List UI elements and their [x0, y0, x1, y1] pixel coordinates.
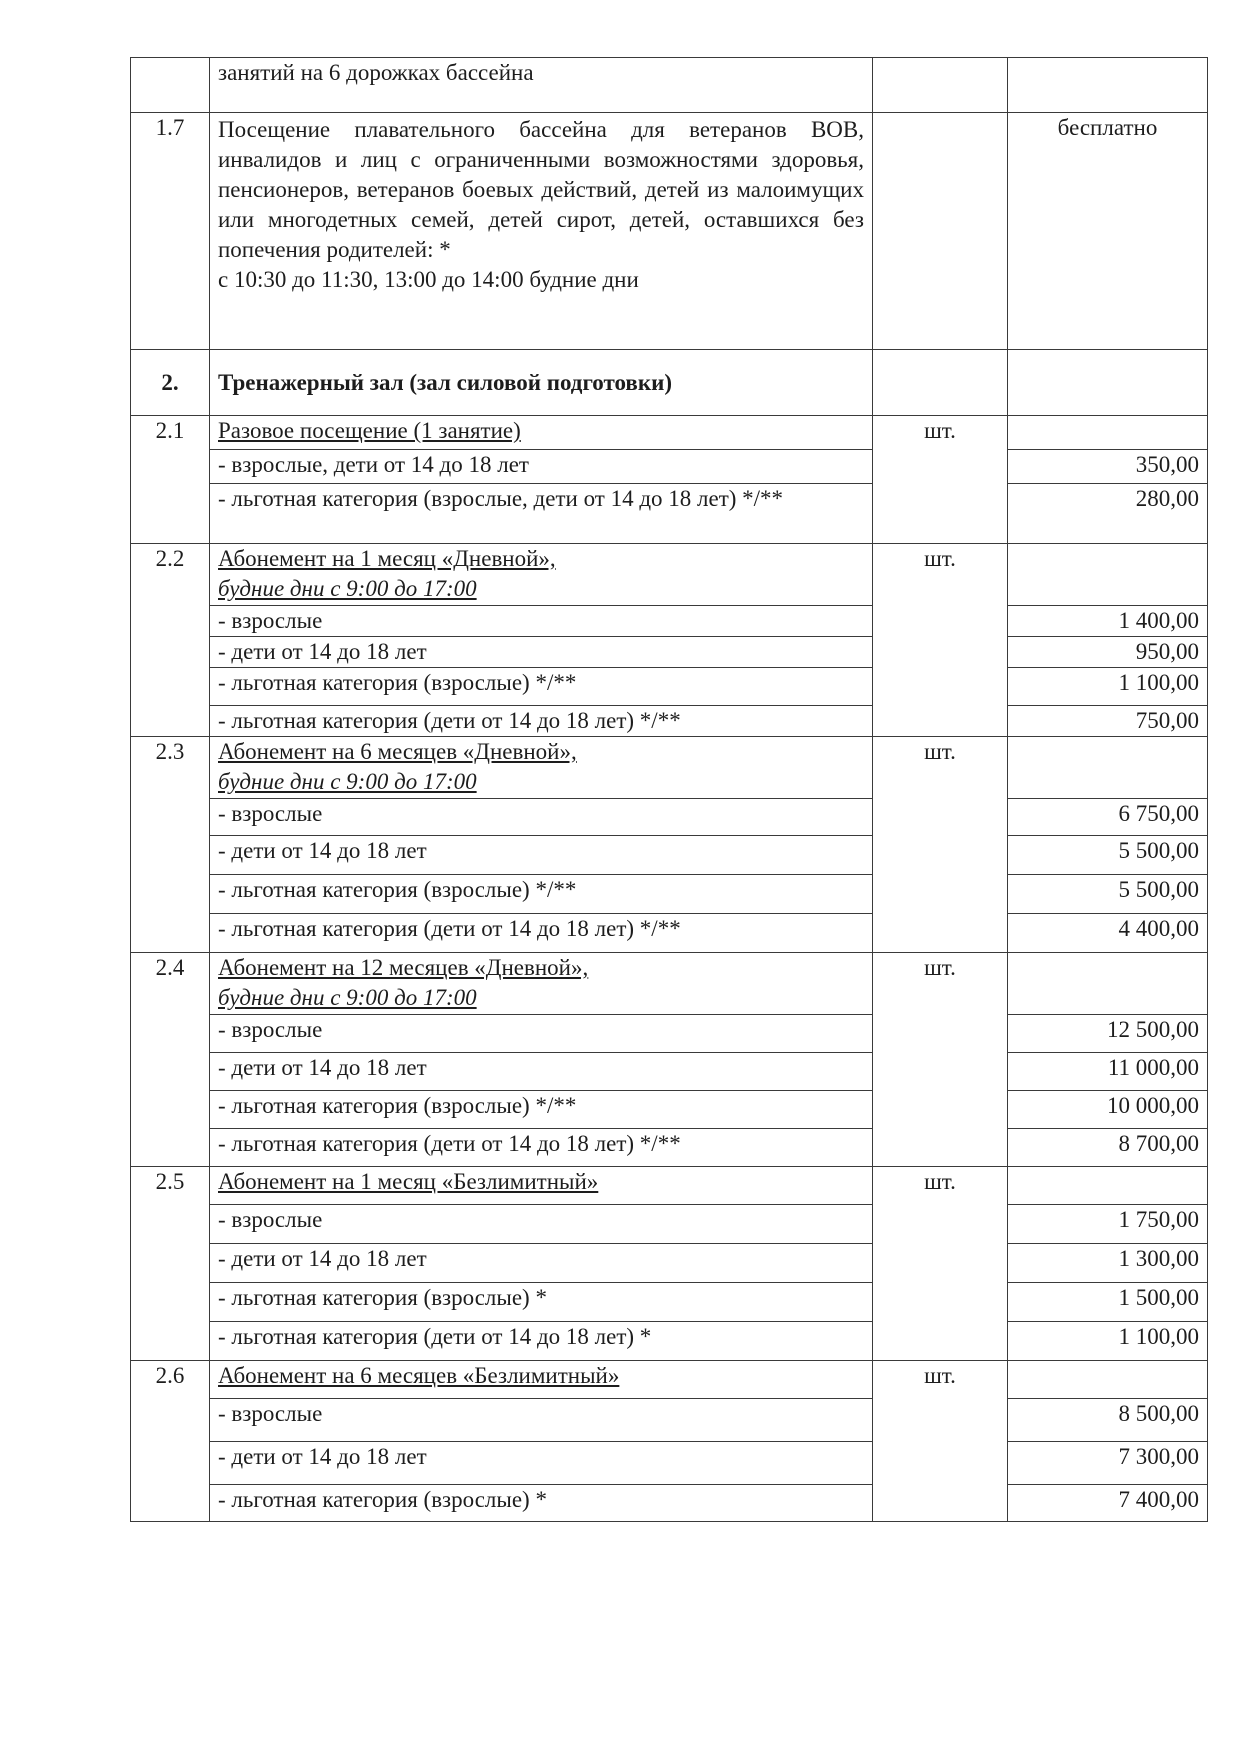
item-label: - дети от 14 до 18 лет — [210, 637, 873, 668]
row-1-7-time: с 10:30 до 11:30, 13:00 до 14:00 будние дни — [218, 267, 639, 292]
item-price: 7 400,00 — [1008, 1485, 1208, 1522]
unit-label: шт. — [873, 737, 1008, 953]
item-price: 4 400,00 — [1008, 914, 1208, 953]
table-row — [131, 1244, 1208, 1283]
item-label: - льготная категория (дети от 14 до 18 лет) */** — [210, 1129, 873, 1167]
item-price: 1 750,00 — [1008, 1205, 1208, 1244]
item-label: - льготная категория (взрослые) */** — [210, 668, 873, 706]
item-label: - льготная категория (дети от 14 до 18 лет) * — [210, 1322, 873, 1361]
group-title: Абонемент на 1 месяц «Безлимитный» — [218, 1169, 599, 1194]
table-row-continuation — [131, 58, 1208, 113]
item-label: - взрослые — [210, 799, 873, 836]
item-label: - взрослые — [210, 606, 873, 637]
group-number: 2.2 — [131, 544, 210, 737]
table-row — [131, 1442, 1208, 1485]
group-title: Абонемент на 6 месяцев «Безлимитный» — [218, 1363, 620, 1388]
group-title: Абонемент на 12 месяцев «Дневной», — [218, 955, 589, 980]
item-price: 8 500,00 — [1008, 1399, 1208, 1442]
item-label: - льготная категория (взрослые) * — [210, 1283, 873, 1322]
item-price: 280,00 — [1008, 484, 1208, 544]
item-price: 12 500,00 — [1008, 1015, 1208, 1053]
table-row — [131, 1129, 1208, 1167]
group-schedule: будние дни с 9:00 до 17:00 — [218, 985, 477, 1010]
row-number — [131, 58, 210, 113]
table-row — [131, 1205, 1208, 1244]
group-2.1-title-row — [131, 416, 1208, 450]
group-schedule: будние дни с 9:00 до 17:00 — [218, 576, 477, 601]
table-row — [131, 1322, 1208, 1361]
unit-label: шт. — [873, 416, 1008, 544]
item-price: 350,00 — [1008, 450, 1208, 484]
table-row — [131, 706, 1208, 737]
group-2.6-title-row — [131, 1361, 1208, 1399]
item-price: 5 500,00 — [1008, 875, 1208, 914]
table-row — [131, 484, 1208, 544]
group-number: 2.1 — [131, 416, 210, 544]
item-price: 1 500,00 — [1008, 1283, 1208, 1322]
table-row — [131, 875, 1208, 914]
item-label: - льготная категория (дети от 14 до 18 лет) */** — [210, 914, 873, 953]
table-row — [131, 799, 1208, 836]
table-row-section-2 — [131, 350, 1208, 416]
table-row — [131, 1053, 1208, 1091]
group-number: 2.6 — [131, 1361, 210, 1522]
unit-label: шт. — [873, 953, 1008, 1167]
item-price: 1 400,00 — [1008, 606, 1208, 637]
table-row — [131, 1091, 1208, 1129]
row-number: 1.7 — [131, 113, 210, 350]
item-label: - льготная категория (дети от 14 до 18 лет) */** — [210, 706, 873, 737]
item-price: 1 100,00 — [1008, 668, 1208, 706]
table-row — [131, 637, 1208, 668]
item-label: - дети от 14 до 18 лет — [210, 1053, 873, 1091]
item-label: - взрослые — [210, 1399, 873, 1442]
item-price: 11 000,00 — [1008, 1053, 1208, 1091]
group-2.4-title-row — [131, 953, 1208, 1015]
item-price: 750,00 — [1008, 706, 1208, 737]
group-title: Абонемент на 1 месяц «Дневной», — [218, 546, 556, 571]
item-label: - дети от 14 до 18 лет — [210, 836, 873, 875]
item-price: 950,00 — [1008, 637, 1208, 668]
table-row — [131, 1485, 1208, 1522]
group-title: Разовое посещение (1 занятие) — [218, 418, 521, 443]
table-row — [131, 1283, 1208, 1322]
group-2.2-title-row — [131, 544, 1208, 606]
row-1-7-text: Посещение плавательного бассейна для ветеранов ВОВ, инвалидов и лиц с ограниченными возможностями здоровья, пенсионеров, ветеранов боевых действий, детей из малоимущих или многодетных семей, детей сирот, детей, оставшихся без попечения родителей: * — [218, 117, 864, 262]
item-price: 1 100,00 — [1008, 1322, 1208, 1361]
group-2.5-title-row — [131, 1167, 1208, 1205]
price-table — [130, 57, 1208, 1522]
table-row — [131, 606, 1208, 637]
item-price: 1 300,00 — [1008, 1244, 1208, 1283]
item-label: - дети от 14 до 18 лет — [210, 1442, 873, 1485]
item-label: - льготная категория (взрослые) */** — [210, 1091, 873, 1129]
item-label: - льготная категория (взрослые) * — [210, 1485, 873, 1522]
group-schedule: будние дни с 9:00 до 17:00 — [218, 769, 477, 794]
item-label: - льготная категория (взрослые) */** — [210, 875, 873, 914]
table-row — [131, 836, 1208, 875]
section-2-number: 2. — [131, 350, 210, 416]
unit-label: шт. — [873, 544, 1008, 737]
section-2-title: Тренажерный зал (зал силовой подготовки) — [210, 350, 873, 416]
item-label: - взрослые — [210, 1015, 873, 1053]
item-label: - взрослые, дети от 14 до 18 лет — [210, 450, 873, 484]
item-label: - дети от 14 до 18 лет — [210, 1244, 873, 1283]
group-number: 2.5 — [131, 1167, 210, 1361]
row-1-7-price: бесплатно — [1008, 113, 1208, 350]
unit-label: шт. — [873, 1361, 1008, 1522]
table-row-1-7 — [131, 113, 1208, 350]
table-row — [131, 450, 1208, 484]
table-row — [131, 1015, 1208, 1053]
item-label: - льготная категория (взрослые, дети от 14 до 18 лет) */** — [210, 484, 873, 544]
group-title: Абонемент на 6 месяцев «Дневной», — [218, 739, 577, 764]
group-number: 2.3 — [131, 737, 210, 953]
item-price: 7 300,00 — [1008, 1442, 1208, 1485]
row-text: занятий на 6 дорожках бассейна — [210, 58, 873, 113]
group-2.3-title-row — [131, 737, 1208, 799]
table-row — [131, 914, 1208, 953]
group-number: 2.4 — [131, 953, 210, 1167]
unit-label: шт. — [873, 1167, 1008, 1361]
table-row — [131, 1399, 1208, 1442]
item-price: 5 500,00 — [1008, 836, 1208, 875]
table-row — [131, 668, 1208, 706]
item-price: 10 000,00 — [1008, 1091, 1208, 1129]
item-label: - взрослые — [210, 1205, 873, 1244]
item-price: 6 750,00 — [1008, 799, 1208, 836]
item-price: 8 700,00 — [1008, 1129, 1208, 1167]
